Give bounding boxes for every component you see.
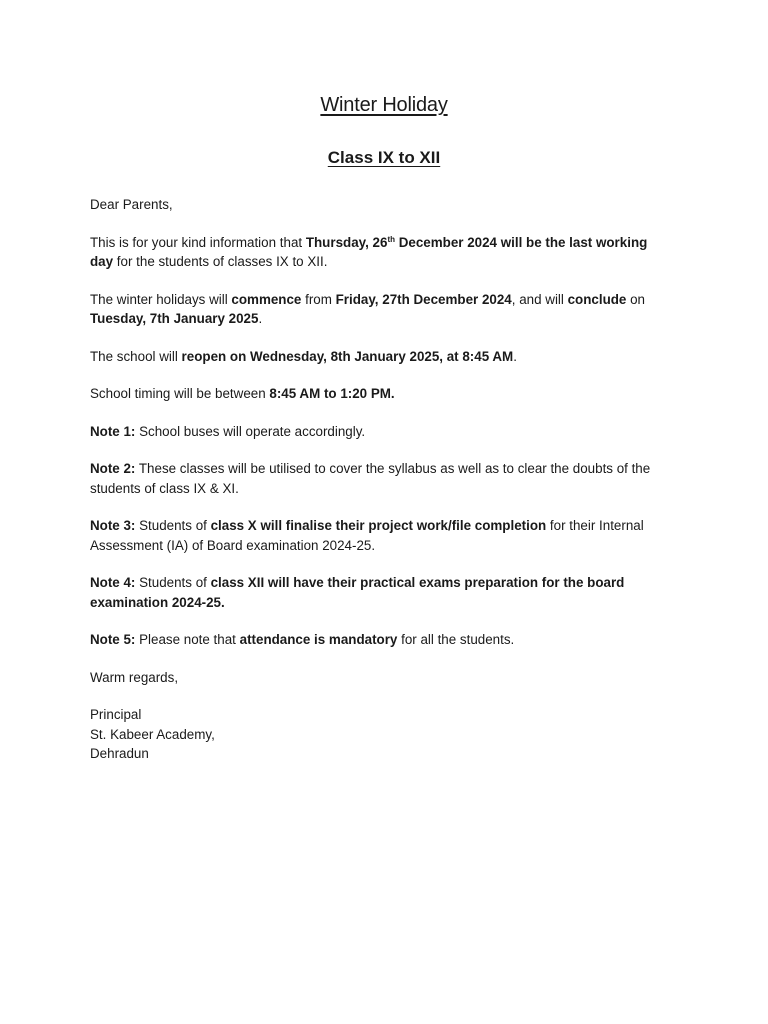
signature-institution: St. Kabeer Academy, [90, 726, 215, 742]
note-2: Note 2: These classes will be utilised to cover the syllabus as well as to clear the doubts of the students of class IX & XI. [90, 461, 651, 496]
signature-city: Dehradun [90, 746, 149, 761]
notice-body [90, 195, 670, 764]
paragraph-last-working-day: This is for your kind information that Thursday, 26th December 2024 will be the last working day for the students of classes IX to XII. [90, 234, 648, 269]
note-5: Note 5: Please note that attendance is mandatory for all the students. [90, 632, 515, 647]
closing: Warm regards, [90, 669, 179, 685]
note-1: Note 1: School buses will operate accordingly. [90, 423, 366, 439]
signature-role: Principal [90, 707, 142, 722]
paragraph-reopen: The school will reopen on Wednesday, 8th January 2025, at 8:45 AM. [90, 348, 517, 364]
note-3: Note 3: Students of class X will finalise their project work/file completion for their Internal Assessment (IA) of Board examination 2024-25. [90, 518, 644, 553]
signature-block [90, 705, 670, 764]
note-4: Note 4: Students of class XII will have their practical exams preparation for the board examination 2024-25. [90, 575, 625, 610]
paragraph-holiday-dates: The winter holidays will commence from Friday, 27th December 2024, and will conclude on Tuesday, 7th January 2025. [90, 291, 645, 326]
paragraph-timing: School timing will be between 8:45 AM to 1:20 PM. [90, 386, 395, 401]
page-subtitle: Class IX to XII [327, 148, 441, 167]
page-title: Winter Holiday [320, 94, 448, 116]
salutation: Dear Parents, [90, 197, 173, 212]
